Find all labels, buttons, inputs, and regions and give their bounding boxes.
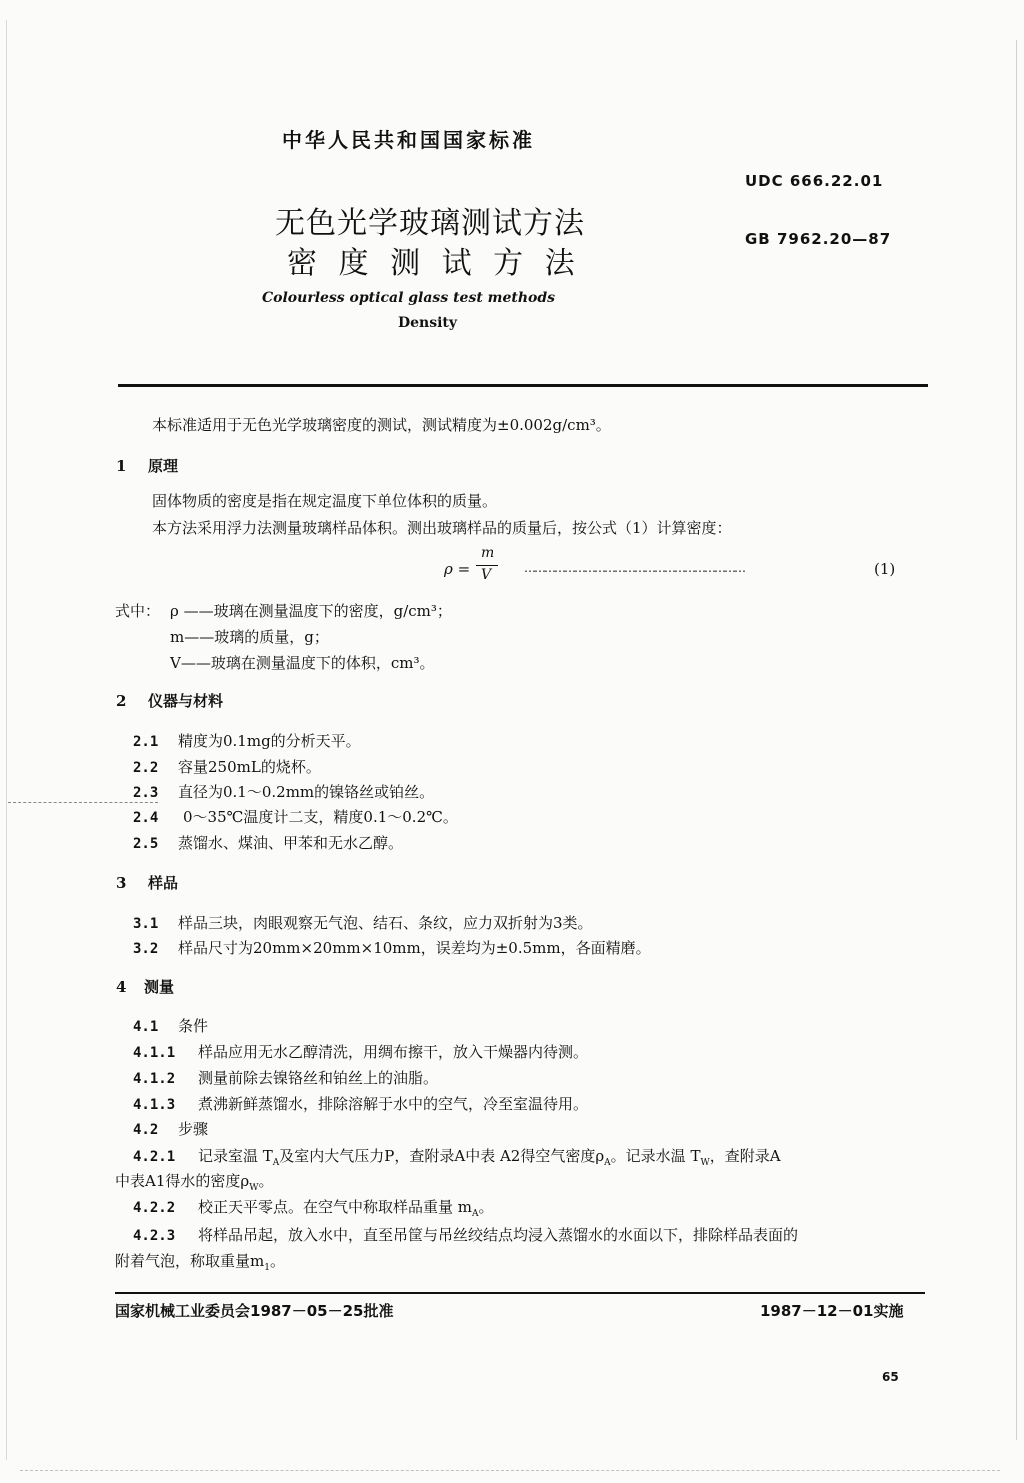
scan-artifact-line	[8, 802, 158, 804]
subscript: A	[604, 1158, 611, 1168]
title-en-line2: Density	[398, 315, 458, 331]
clause-number: 4.2.2	[133, 1200, 176, 1216]
clause-text: 样品三块，肉眼观察无气泡、结石、条纹，应力双折射为3类。	[178, 914, 593, 932]
clause-text: 附着气泡，称取重量m	[115, 1252, 265, 1270]
section-1-heading	[116, 455, 178, 476]
clause-4-2-2	[133, 1196, 494, 1219]
clause-3-2	[133, 937, 651, 958]
subscript: W	[249, 1183, 259, 1193]
clause-text: 将样品吊起，放入水中，直至吊筐与吊丝绞结点均浸入蒸馏水的水面以下，排除样品表面的	[198, 1226, 799, 1244]
clause-text: 蒸馏水、煤油、甲苯和无水乙醇。	[178, 834, 404, 852]
clause-number: 4.2.1	[133, 1149, 176, 1165]
clause-4-2-3-cont	[115, 1250, 285, 1273]
clause-4-1-2	[133, 1067, 438, 1088]
clause-number: 4.2.3	[133, 1228, 176, 1244]
clause-text: 。	[269, 1252, 285, 1270]
approval-date: 国家机械工业委员会1987－05－25批准	[115, 1302, 394, 1320]
clause-number: 4.2	[133, 1122, 159, 1138]
section-2-heading	[116, 690, 223, 711]
formula-fraction-bar	[476, 565, 498, 566]
clause-text: 。记录水温 T	[610, 1147, 701, 1165]
clause-text: 条件	[178, 1017, 209, 1035]
subscript: 1	[264, 1263, 270, 1273]
clause-4-1-3	[133, 1093, 588, 1114]
clause-text: 及室内大气压力P，查附录A中表 A2得空气密度ρ	[279, 1147, 605, 1165]
scan-edge-right	[1016, 40, 1017, 1440]
clause-2-3	[133, 781, 434, 802]
clause-text: 样品尺寸为20mm×20mm×10mm，误差均为±0.5mm，各面精磨。	[178, 939, 651, 957]
clause-text: 精度为0.1mg的分析天平。	[178, 732, 361, 750]
clause-number: 2.3	[133, 785, 159, 801]
clause-2-2	[133, 756, 321, 777]
formula-leader-dots: …………………………………………………………	[524, 561, 744, 575]
title-cn-line2: 密 度 测 试 方 法	[287, 246, 581, 281]
footer-divider	[115, 1292, 925, 1294]
clause-text: 校正天平零点。在空气中称取样品重量 m	[198, 1198, 472, 1216]
formula-numerator: m	[481, 545, 495, 561]
udc-code: UDC 666.22.01	[745, 172, 884, 190]
clause-number: 2.1	[133, 734, 159, 750]
clause-4-2	[133, 1118, 208, 1139]
clause-4-1	[133, 1015, 208, 1036]
clause-text: 步骤	[178, 1120, 209, 1138]
where-item-v: V——玻璃在测量温度下的体积，cm³。	[170, 654, 435, 672]
standard-header: 中华人民共和国国家标准	[282, 128, 535, 152]
section-number: 1	[116, 457, 127, 475]
header-divider	[118, 384, 928, 387]
clause-4-2-1-cont	[115, 1170, 273, 1193]
scan-artifact-bottom	[20, 1470, 1000, 1472]
subscript: A	[272, 1158, 280, 1168]
clause-text: 直径为0.1～0.2mm的镍铬丝或铂丝。	[178, 783, 435, 801]
clause-4-2-1	[133, 1145, 781, 1168]
clause-text: 煮沸新鲜蒸馏水，排除溶解于水中的空气，冷至室温待用。	[198, 1095, 589, 1113]
section-number: 2	[116, 692, 127, 710]
clause-4-1-1	[133, 1041, 588, 1062]
clause-number: 2.5	[133, 836, 159, 852]
title-en-line1: Colourless optical glass test methods	[262, 290, 556, 306]
effective-date: 1987－12－01实施	[760, 1302, 904, 1320]
clause-number: 4.1.1	[133, 1045, 176, 1061]
section-title: 原理	[148, 457, 179, 475]
clause-number: 3.2	[133, 941, 159, 957]
title-cn-line1: 无色光学玻璃测试方法	[275, 206, 585, 241]
formula-number: (1)	[874, 560, 896, 578]
subscript: A	[472, 1209, 479, 1219]
clause-text: 记录室温 T	[198, 1147, 273, 1165]
intro-paragraph: 本标准适用于无色光学玻璃密度的测试，测试精度为±0.002g/cm³。	[152, 416, 611, 434]
clause-number: 4.1.2	[133, 1071, 176, 1087]
where-label: 式中：	[115, 602, 161, 620]
clause-text: 样品应用无水乙醇清洗，用绸布擦干，放入干燥器内待测。	[198, 1043, 589, 1061]
clause-text: 。	[478, 1198, 494, 1216]
formula-lhs: ρ =	[444, 560, 471, 578]
clause-number: 2.4	[133, 810, 159, 826]
section-title: 仪器与材料	[148, 692, 224, 710]
section-number: 3	[116, 874, 127, 892]
clause-number: 3.1	[133, 916, 159, 932]
clause-2-4	[133, 806, 458, 827]
clause-3-1	[133, 912, 593, 933]
clause-number: 4.1.3	[133, 1097, 176, 1113]
section-title: 测量	[144, 978, 175, 996]
subscript: W	[700, 1158, 710, 1168]
page-number: 65	[882, 1370, 899, 1384]
clause-text: 容量250mL的烧杯。	[178, 758, 321, 776]
section-title: 样品	[148, 874, 179, 892]
clause-2-5	[133, 832, 403, 853]
clause-text: 。	[258, 1172, 274, 1190]
formula-denominator: V	[481, 567, 492, 583]
clause-2-1	[133, 730, 361, 751]
principle-paragraph-1: 固体物质的密度是指在规定温度下单位体积的质量。	[152, 492, 498, 510]
clause-text: 测量前除去镍铬丝和铂丝上的油脂。	[198, 1069, 439, 1087]
scan-edge-left	[6, 20, 7, 1460]
where-item-m: m——玻璃的质量，g；	[170, 628, 329, 646]
clause-number: 2.2	[133, 760, 159, 776]
clause-text: 中表A1得水的密度ρ	[115, 1172, 250, 1190]
clause-text: ，查附录A	[709, 1147, 781, 1165]
gb-code: GB 7962.20—87	[745, 230, 892, 248]
clause-4-2-3	[133, 1224, 798, 1245]
clause-text: 0～35℃温度计二支，精度0.1～0.2℃。	[183, 808, 458, 826]
principle-paragraph-2: 本方法采用浮力法测量玻璃样品体积。测出玻璃样品的质量后，按公式（1）计算密度：	[152, 519, 732, 537]
clause-number: 4.1	[133, 1019, 159, 1035]
section-number: 4	[116, 978, 127, 996]
section-4-heading	[116, 976, 174, 997]
section-3-heading	[116, 872, 178, 893]
where-item-rho: ρ ——玻璃在测量温度下的密度，g/cm³；	[170, 602, 452, 620]
